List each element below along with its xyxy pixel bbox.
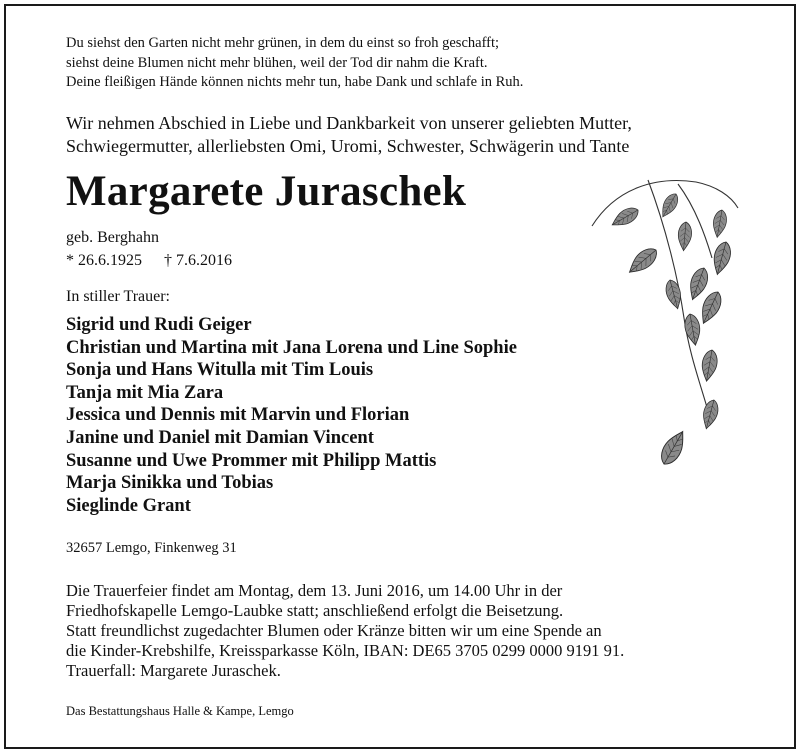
list-item: Sigrid und Rudi Geiger — [66, 315, 252, 335]
list-item: Christian und Martina mit Jana Lorena und Line Sophie — [66, 337, 517, 358]
list-item: Tanja mit Mia Zara — [66, 382, 224, 403]
poem-line: Deine fleißigen Hände können nichts mehr tun, habe Dank und schlafe in Ruh. — [66, 74, 524, 90]
funeral-line: Die Trauerfeier findet am Montag, dem 13. Juni 2016, um 14.00 Uhr in der — [66, 581, 563, 600]
address: 32657 Lemgo, Finkenweg 31 — [66, 540, 237, 556]
poem-line: Du siehst den Garten nicht mehr grünen, in dem du einst so froh geschafft; — [66, 35, 500, 51]
death-date: † 7.6.2016 — [164, 252, 232, 269]
mourners-label: In stiller Trauer: — [66, 288, 170, 305]
list-item: Sonja und Hans Witulla mit Tim Louis — [66, 360, 374, 381]
funeral-line: Friedhofskapelle Lemgo-Laubke statt; anschließend erfolgt die Beisetzung. — [66, 601, 564, 620]
life-dates — [66, 252, 232, 270]
funeral-line: die Kinder-Krebshilfe, Kreissparkasse Köln, IBAN: DE65 3705 0299 0000 9191 91. — [66, 641, 625, 660]
birth-date: * 26.6.1925 — [66, 252, 142, 269]
poem — [66, 34, 523, 93]
intro-text — [66, 112, 632, 158]
list-item: Janine und Daniel mit Damian Vincent — [66, 427, 374, 448]
funeral-home: Das Bestattungshaus Halle & Kampe, Lemgo — [66, 704, 294, 718]
deceased-name: Margarete Juraschek — [66, 168, 467, 215]
funeral-line: Statt freundlichst zugedachter Blumen oder Kränze bitten wir um eine Spende an — [66, 621, 602, 640]
birth-name: geb. Berghahn — [66, 229, 160, 246]
mourners-list — [66, 314, 517, 517]
birch-leaves-icon — [586, 168, 756, 528]
intro-line: Schwiegermutter, allerliebsten Omi, Uromi, Schwester, Schwägerin und Tante — [66, 136, 630, 156]
list-item: Susanne und Uwe Prommer mit Philipp Mattis — [66, 450, 437, 471]
poem-line: siehst deine Blumen nicht mehr blühen, weil der Tod dir nahm die Kraft. — [66, 54, 488, 71]
funeral-line: Trauerfall: Margarete Juraschek. — [66, 661, 281, 680]
list-item: Jessica und Dennis mit Marvin und Florian — [66, 405, 410, 426]
intro-line: Wir nehmen Abschied in Liebe und Dankbarkeit von unserer geliebten Mutter, — [66, 113, 632, 133]
list-item: Sieglinde Grant — [66, 495, 191, 516]
funeral-info — [66, 581, 624, 681]
list-item: Marja Sinikka und Tobias — [66, 473, 274, 494]
